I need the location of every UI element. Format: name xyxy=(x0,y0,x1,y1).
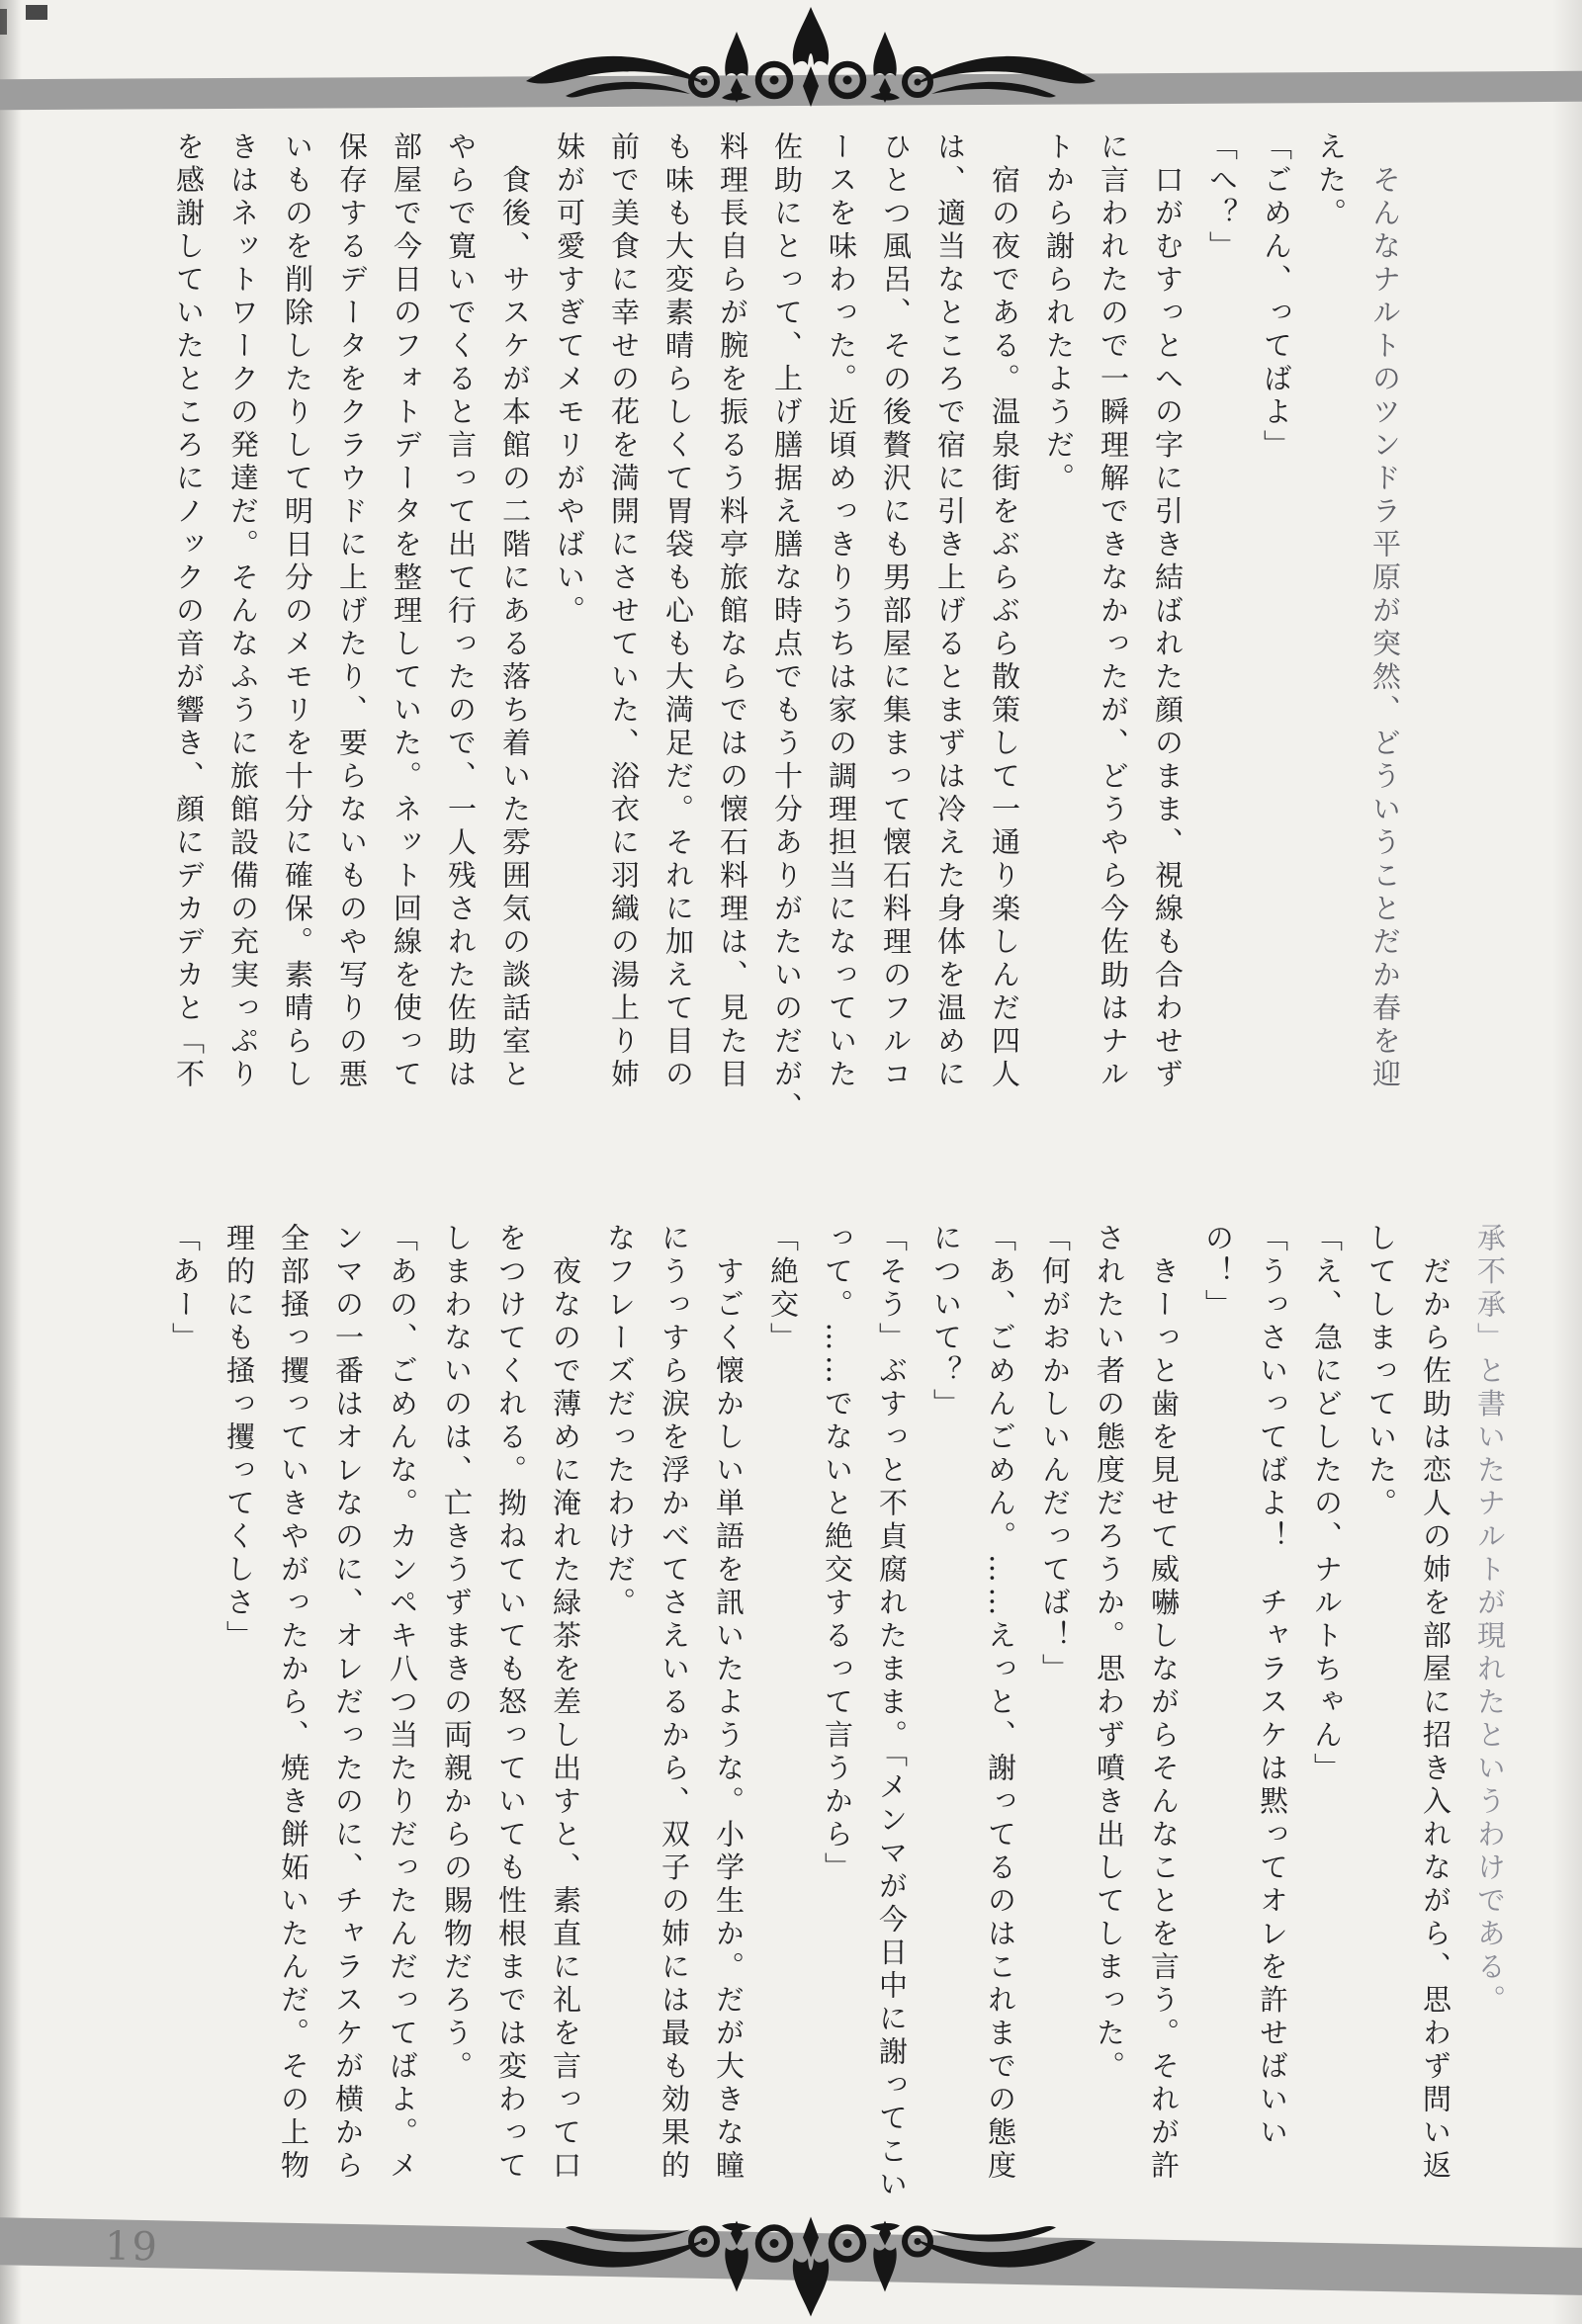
text-column: 保存するデータをクラウドに上げたり、要らないものや写りの悪 xyxy=(335,131,369,1092)
text-column: 「何がおかしいんだってば！」 xyxy=(1038,1223,1072,1686)
floral-flourish-mirrored-icon xyxy=(475,2212,1147,2323)
text-column: 「絶交」 xyxy=(766,1223,800,1355)
text-column: 前で美食に幸せの花を満開にさせていた、浴衣に羽織の湯上り姉 xyxy=(607,131,641,1092)
text-column: 「え、急にどしたの、ナルトちゃん」 xyxy=(1310,1223,1344,1786)
page-edge-shadow xyxy=(1552,0,1582,2324)
text-column: って。……でないと絶交するって言うから」 xyxy=(821,1223,854,1885)
text-column: そんなナルトのツンドラ平原が突然、どういうことだか春を迎 xyxy=(1368,131,1402,1092)
scan-speck xyxy=(0,9,7,35)
text-column: 佐助にとって、上げ膳据え膳な時点でもう十分ありがたいのだが、 xyxy=(770,131,804,1125)
text-column: は、適当なところで宿に引き上げるとまずは冷えた身体を温めに xyxy=(933,131,967,1092)
text-column: 「そう」ぶすっと不貞腐れたまま。「メンマが今日中に謝ってこい xyxy=(875,1223,909,2202)
text-column: 「へ？」 xyxy=(1205,131,1239,264)
text-column: 食後、サスケが本館の二階にある落ち着いた雰囲気の談話室と xyxy=(498,131,532,1092)
text-column: 「ごめん、ってばよ」 xyxy=(1260,131,1293,463)
text-column: しまわないのは、亡きうずまきの両親からの賜物だろう。 xyxy=(440,1223,474,2084)
text-column: ースを味わった。近頃めっきりうちは家の調理担当になっていた xyxy=(825,131,858,1092)
text-column: をつけてくれる。拗ねていても怒っていても性根までは変わって xyxy=(494,1223,528,2184)
text-column: きーっと歯を見せて威嚇しながらそんなことを言う。それが許 xyxy=(1147,1223,1181,2184)
text-column: だから佐助は恋人の姉を部屋に招き入れながら、思わず問い返 xyxy=(1419,1223,1452,2184)
text-column: の！」 xyxy=(1201,1223,1235,1323)
text-column: すごく懐かしい単語を訊いたような。小学生か。だが大きな瞳 xyxy=(712,1223,746,2184)
text-column: 料理長自らが腕を振るう料亭旅館ならではの懐石料理は、見た目 xyxy=(716,131,749,1092)
text-column: 承不承」と書いたナルトが現れたというわけである。 xyxy=(1473,1223,1507,2018)
page-number: 19 xyxy=(104,2223,160,2271)
text-column: いものを削除したりして明日分のメモリを十分に確保。素晴らし xyxy=(281,131,314,1092)
text-column: ひとつ風呂、その後贅沢にも男部屋に集まって懐石料理のフルコ xyxy=(879,131,913,1092)
text-column: 夜なので薄めに淹れた緑茶を差し出すと、素直に礼を言って口 xyxy=(549,1223,582,2184)
text-column: してしまっていた。 xyxy=(1364,1223,1398,1521)
text-column: なフレーズだったわけだ。 xyxy=(603,1223,637,1620)
text-column: にうっすら涙を浮かべてさえいるから、双子の姉には最も効果的 xyxy=(658,1223,691,2184)
text-column: 理的にも掻っ攫ってくしさ」 xyxy=(222,1223,256,1654)
text-column: やらで寛いでくると言って出て行ったので、一人残された佐助は xyxy=(444,131,478,1092)
text-column: ンマの一番はオレなのに、オレだったのに、チャラスケが横から xyxy=(331,1223,365,2184)
text-column: 「うっさいってばよ！ チャラスケは黙ってオレを許せばいい xyxy=(1256,1223,1289,2150)
text-column: 宿の夜である。温泉街をぶらぶら散策して一通り楽しんだ四人 xyxy=(988,131,1021,1092)
text-column: も味も大変素晴らしくて胃袋も心も大満足だ。それに加えて目の xyxy=(661,131,695,1092)
page-edge-shadow xyxy=(0,0,22,2324)
text-column: 「あの、ごめんな。カンペキ八つ当たりだったんだってばよ。メ xyxy=(386,1223,419,2184)
text-column: きはネットワークの発達だ。そんなふうに旅館設備の充実っぷり xyxy=(226,131,260,1092)
floral-flourish-icon xyxy=(475,4,1147,108)
text-column: に言われたので一瞬理解できなかったが、どうやら今佐助はナル xyxy=(1097,131,1130,1092)
text-column: 「あ、ごめんごめん。……えっと、謝ってるのはこれまでの態度 xyxy=(984,1223,1017,2184)
text-band-lower xyxy=(157,1223,1517,2211)
text-column: されたい者の態度だろうか。思わず噴き出してしまった。 xyxy=(1093,1223,1126,2084)
text-column: 妹が可愛すぎてメモリがやばい。 xyxy=(553,131,586,629)
text-column: えた。 xyxy=(1314,131,1348,231)
text-column: 口がむすっとへの字に引き結ばれた顔のまま、視線も合わせず xyxy=(1151,131,1185,1092)
text-column: 「あー」 xyxy=(168,1223,202,1355)
text-column: トから謝られたようだ。 xyxy=(1042,131,1076,496)
scan-speck xyxy=(26,5,47,20)
text-column: について？」 xyxy=(929,1223,963,1421)
text-column: 全部掻っ攫っていきやがったから、焼き餅妬いたんだ。その上物 xyxy=(277,1223,310,2184)
text-column: を感謝していたところにノックの音が響き、顔にデカデカと「不 xyxy=(172,131,206,1092)
text-column: 部屋で今日のフォトデータを整理していた。ネット回線を使って xyxy=(390,131,423,1092)
text-band-upper xyxy=(161,131,1412,1150)
